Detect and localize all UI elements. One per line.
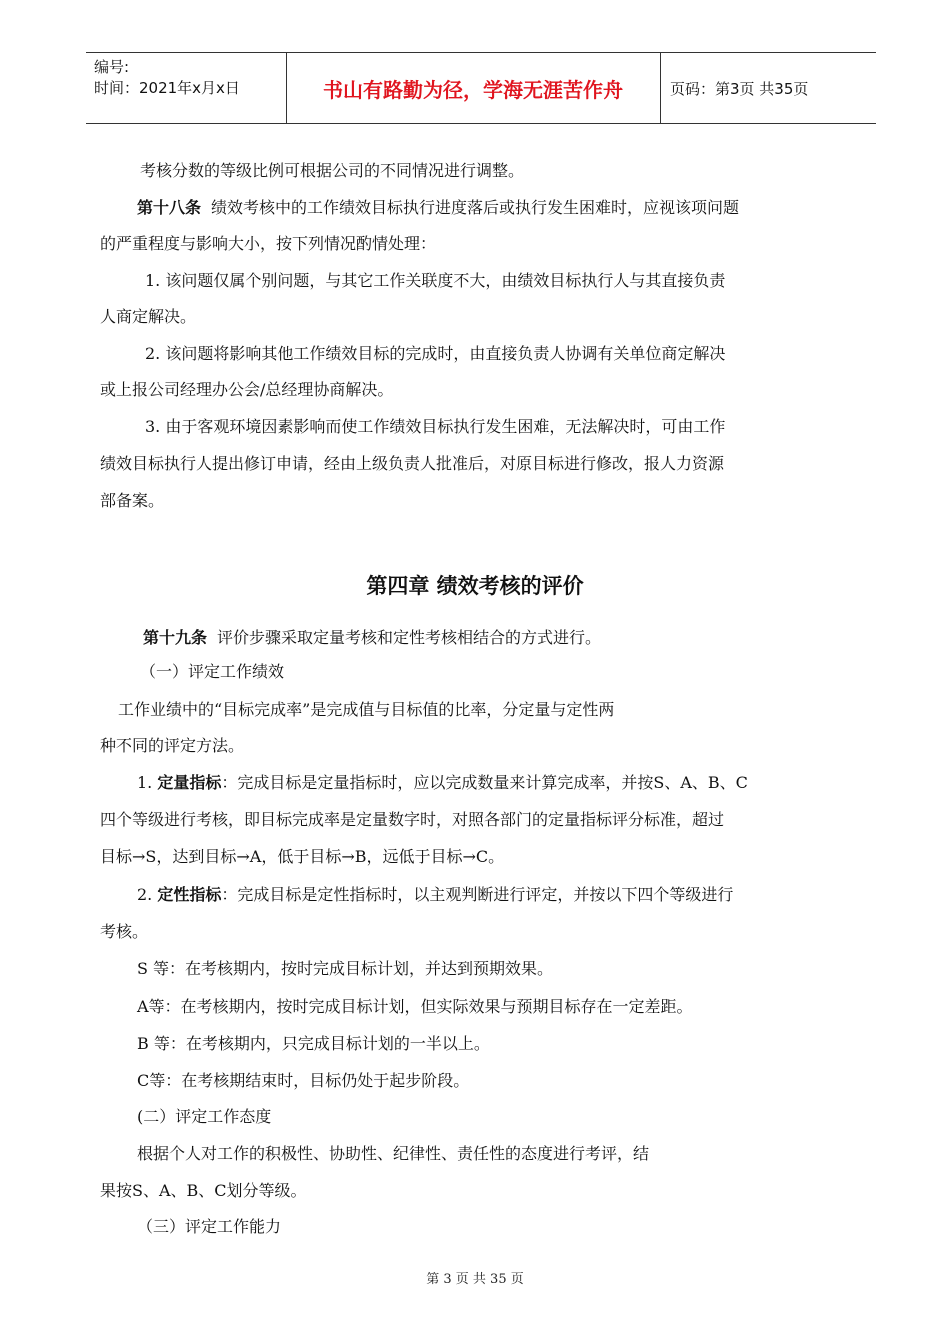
chapter-title: 第四章 绩效考核的评价 bbox=[366, 574, 584, 598]
paragraph: 果按S、A、B、C划分等级。 bbox=[100, 1181, 307, 1200]
article-title: 第十九条 bbox=[143, 628, 208, 647]
list-item: 3. 由于客观环境因素影响而使工作绩效目标执行发生困难，无法解决时，可由工作 bbox=[145, 417, 726, 436]
grade-line: S 等：在考核期内，按时完成目标计划，并达到预期效果。 bbox=[137, 959, 554, 978]
indicator-continuation: 考核。 bbox=[100, 922, 149, 941]
item-number: 1. bbox=[137, 773, 158, 792]
grade-line: B 等：在考核期内，只完成目标计划的一半以上。 bbox=[137, 1034, 490, 1053]
article-text: 绩效考核中的工作绩效目标执行进度落后或执行发生困难时，应视该项问题 bbox=[211, 198, 740, 217]
indicator-title: 定量指标 bbox=[157, 773, 222, 792]
header-motto: 书山有路勤为径，学海无涯苦作舟 bbox=[323, 77, 623, 102]
paragraph: 种不同的评定方法。 bbox=[100, 736, 245, 755]
indicator-title: 定性指标 bbox=[157, 885, 222, 904]
section-heading: （一）评定工作绩效 bbox=[140, 662, 285, 681]
indicator-item bbox=[137, 884, 733, 906]
list-item-continuation: 绩效目标执行人提出修订申请，经由上级负责人批准后，对原目标进行修改，报人力资源 bbox=[100, 454, 725, 473]
header-divider bbox=[660, 53, 661, 123]
article-text: 评价步骤采取定量考核和定性考核相结合的方式进行。 bbox=[217, 628, 602, 647]
grade-line: C等：在考核期结束时，目标仍处于起步阶段。 bbox=[137, 1071, 470, 1090]
paragraph: 根据个人对工作的积极性、协助性、纪律性、责任性的态度进行考评，结 bbox=[137, 1144, 650, 1163]
paragraph: 考核分数的等级比例可根据公司的不同情况进行调整。 bbox=[140, 161, 525, 180]
page-header bbox=[86, 52, 876, 124]
list-item: 2. 该问题将影响其他工作绩效目标的完成时，由直接负责人协调有关单位商定解决 bbox=[145, 344, 726, 363]
item-number: 2. bbox=[137, 885, 158, 904]
indicator-item bbox=[137, 772, 748, 794]
section-heading: (二）评定工作态度 bbox=[137, 1107, 272, 1126]
indicator-text: ：完成目标是定性指标时，以主观判断进行评定，并按以下四个等级进行 bbox=[221, 885, 734, 904]
list-item-continuation: 或上报公司经理办公会/总经理协商解决。 bbox=[100, 380, 394, 399]
paragraph: 工作业绩中的“目标完成率”是完成值与目标值的比率，分定量与定性两 bbox=[118, 700, 615, 719]
document-number-label: 编号: bbox=[94, 58, 130, 76]
article-18-line: 的严重程度与影响大小，按下列情况酌情处理： bbox=[100, 234, 437, 253]
list-item-continuation: 人商定解决。 bbox=[100, 307, 197, 326]
article-19-line bbox=[143, 627, 601, 649]
indicator-text: ：完成目标是定量指标时，应以完成数量来计算完成率，并按S、A、B、C bbox=[221, 773, 748, 792]
grade-line: A等：在考核期内，按时完成目标计划，但实际效果与预期目标存在一定差距。 bbox=[137, 997, 693, 1016]
article-18-line bbox=[137, 197, 739, 219]
header-meta bbox=[94, 57, 284, 99]
header-page-number: 页码：第3页 共35页 bbox=[670, 79, 809, 98]
list-item: 1. 该问题仅属个别问题，与其它工作关联度不大，由绩效目标执行人与其直接负责 bbox=[145, 271, 726, 290]
page-footer: 第 3 页 共 35 页 bbox=[426, 1272, 524, 1287]
document-time-label: 时间：2021年x月x日 bbox=[94, 79, 240, 97]
indicator-continuation: 目标→S，达到目标→A，低于目标→B，远低于目标→C。 bbox=[100, 847, 505, 866]
indicator-continuation: 四个等级进行考核，即目标完成率是定量数字时，对照各部门的定量指标评分标准，超过 bbox=[100, 810, 725, 829]
article-title: 第十八条 bbox=[137, 198, 202, 217]
list-item-continuation: 部备案。 bbox=[100, 491, 165, 510]
section-heading: （三）评定工作能力 bbox=[137, 1217, 282, 1236]
